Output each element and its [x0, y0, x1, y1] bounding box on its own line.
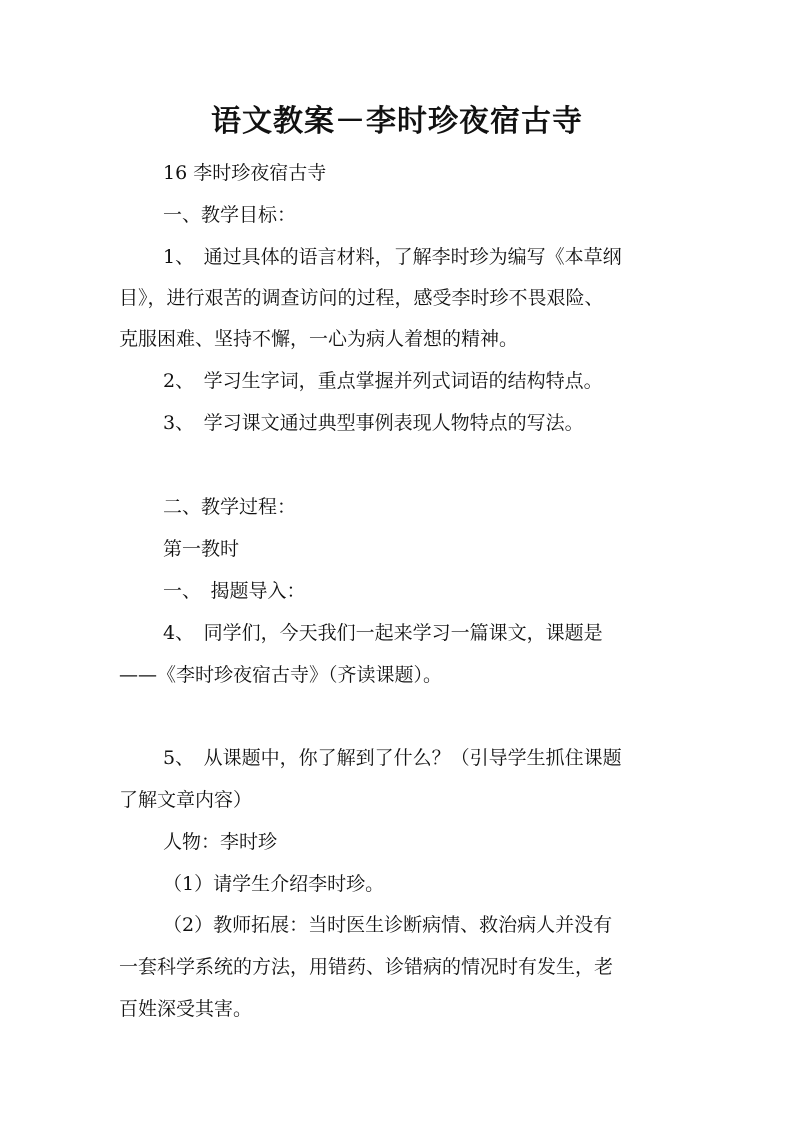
document-title: 语文教案－李时珍夜宿古寺 — [211, 104, 583, 139]
text-line: 一、教学目标： — [163, 204, 297, 226]
text-line: 5、 从课题中，你了解到了什么？（引导学生抓住课题 — [163, 747, 622, 769]
text-line: 1、 通过具体的语言材料，了解李时珍为编写《本草纲 — [163, 246, 622, 268]
text-line: 4、 同学们，今天我们一起来学习一篇课文，课题是 — [163, 622, 603, 644]
text-line: 第一教时 — [163, 538, 240, 560]
text-line: ——《李时珍夜宿古寺》（齐读课题）。 — [119, 664, 443, 686]
text-line: 克服困难、坚持不懈，一心为病人着想的精神。 — [119, 328, 519, 350]
text-line: 了解文章内容） — [119, 789, 253, 811]
text-line: 2、 学习生字词，重点掌握并列式词语的结构特点。 — [163, 370, 603, 392]
text-line: 一套科学系统的方法，用错药、诊错病的情况时有发生，老 — [119, 956, 614, 978]
text-line: 16 李时珍夜宿古寺 — [163, 162, 327, 184]
text-line: 3、 学习课文通过典型事例表现人物特点的写法。 — [163, 412, 584, 434]
text-line: 一、 揭题导入： — [163, 580, 306, 602]
text-line: 百姓深受其害。 — [119, 998, 253, 1020]
text-line: 目》，进行艰苦的调查访问的过程，感受李时珍不畏艰险、 — [119, 287, 604, 309]
text-line: 二、教学过程： — [163, 496, 297, 518]
text-line: 人物：李时珍 — [163, 831, 278, 853]
text-line: （1）请学生介绍李时珍。 — [163, 873, 385, 895]
text-line: （2）教师拓展：当时医生诊断病情、救治病人并没有 — [163, 914, 613, 936]
